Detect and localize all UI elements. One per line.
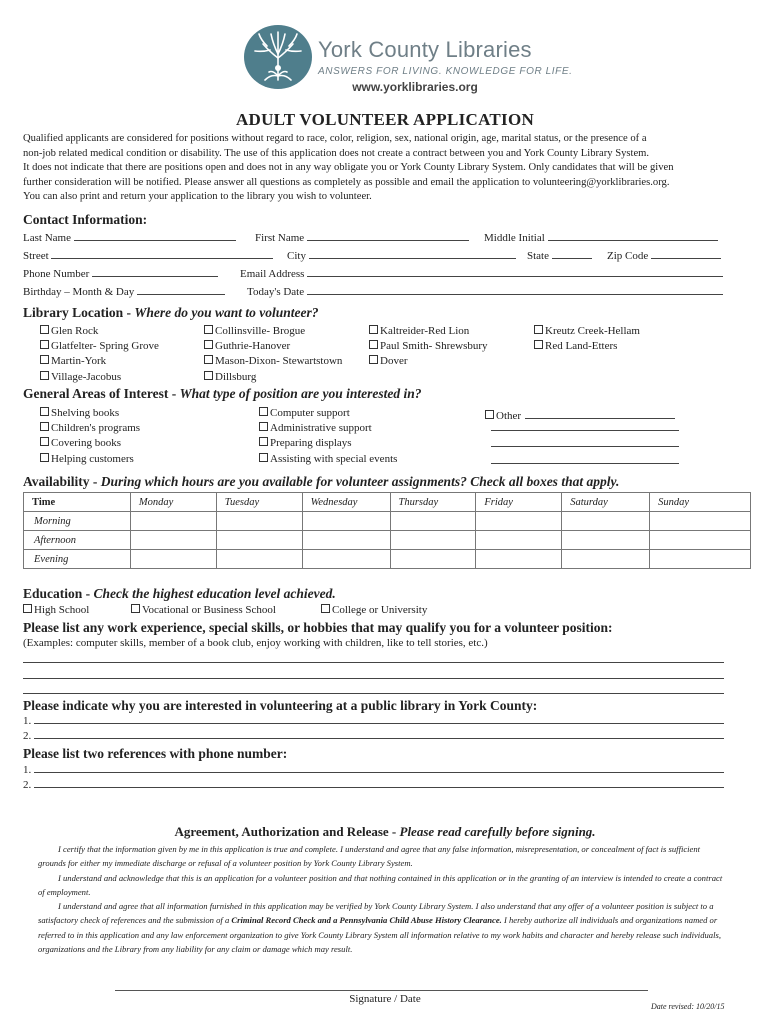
- time-header: Time: [24, 493, 131, 512]
- time-label: Evening: [24, 550, 131, 569]
- interest-heading-label: General Areas of Interest -: [23, 386, 180, 401]
- location-checkbox[interactable]: Collinsville- Brogue: [204, 324, 342, 339]
- zip-label: Zip Code: [607, 250, 649, 262]
- tagline: ANSWERS FOR LIVING. KNOWLEDGE FOR LIFE.: [318, 66, 573, 77]
- org-name: York County Libraries: [318, 37, 532, 62]
- availability-cell[interactable]: [476, 550, 562, 569]
- interest-heading: [23, 386, 421, 402]
- table-row: [24, 550, 751, 569]
- location-checkbox[interactable]: Martin-York: [40, 354, 159, 369]
- today-row: [247, 286, 723, 298]
- interest-checkbox[interactable]: Computer support: [259, 406, 397, 421]
- birthday-row: [23, 286, 225, 298]
- why-row-1: [23, 715, 724, 727]
- availability-cell[interactable]: [130, 512, 216, 531]
- intro-line: Qualified applicants are considered for positions without regard to race, color, religion, sex, national origin, age, marital status, or the presence of a: [23, 133, 647, 144]
- reference-field[interactable]: [34, 772, 724, 773]
- birthday-field[interactable]: [137, 294, 225, 295]
- availability-cell[interactable]: [562, 512, 650, 531]
- city-field[interactable]: [309, 258, 516, 259]
- table-header-row: [24, 493, 751, 512]
- middle-initial-row: [484, 232, 718, 244]
- day-header: Thursday: [390, 493, 476, 512]
- middle-initial-field[interactable]: [548, 240, 718, 241]
- availability-cell[interactable]: [216, 550, 302, 569]
- signature-line[interactable]: [115, 990, 648, 991]
- location-col-3: [369, 324, 488, 370]
- first-name-label: First Name: [255, 232, 305, 244]
- why-row-2: [23, 730, 724, 742]
- availability-cell[interactable]: [476, 512, 562, 531]
- interest-col-1: [40, 406, 140, 467]
- signature-label: Signature / Date: [349, 993, 421, 1005]
- state-label: State: [527, 250, 549, 262]
- time-label: Afternoon: [24, 531, 131, 550]
- intro-text: [23, 132, 753, 205]
- education-heading-label: Education -: [23, 586, 94, 601]
- reference-field[interactable]: [34, 787, 724, 788]
- availability-cell[interactable]: [650, 512, 751, 531]
- middle-initial-label: Middle Initial: [484, 232, 545, 244]
- location-checkbox[interactable]: Paul Smith- Shrewsbury: [369, 339, 488, 354]
- availability-cell[interactable]: [650, 550, 751, 569]
- availability-cell[interactable]: [302, 550, 390, 569]
- experience-heading: Please list any work experience, special skills, or hobbies that may qualify you for a volunteer position:: [23, 620, 613, 635]
- location-question: Where do you want to volunteer?: [134, 305, 319, 320]
- availability-cell[interactable]: [390, 512, 476, 531]
- first-name-row: [255, 232, 469, 244]
- availability-cell[interactable]: [476, 531, 562, 550]
- intro-line: You can also print and return your application to the library you wish to volunteer.: [23, 191, 372, 203]
- day-header: Friday: [476, 493, 562, 512]
- interest-checkbox[interactable]: Children's programs: [40, 421, 140, 436]
- agreement-heading-label: Agreement, Authorization and Release -: [174, 824, 400, 839]
- agreement-paragraph: [38, 899, 728, 956]
- interest-checkbox[interactable]: Covering books: [40, 436, 140, 451]
- first-name-field[interactable]: [307, 240, 469, 241]
- location-checkbox[interactable]: Kaltreider-Red Lion: [369, 324, 488, 339]
- availability-heading: [23, 474, 619, 490]
- table-row: [24, 531, 751, 550]
- experience-line[interactable]: [23, 666, 724, 679]
- interest-checkbox[interactable]: Helping customers: [40, 452, 140, 467]
- reference-row-2: [23, 779, 724, 791]
- experience-line[interactable]: [23, 681, 724, 694]
- availability-cell[interactable]: [650, 531, 751, 550]
- why-number: 1.: [23, 715, 32, 727]
- why-number: 2.: [23, 730, 32, 742]
- day-header: Monday: [130, 493, 216, 512]
- experience-examples: (Examples: computer skills, member of a book club, enjoy working with children, like to tell stories, etc.): [23, 637, 488, 649]
- interest-checkbox[interactable]: Shelving books: [40, 406, 140, 421]
- agreement-paragraph: I understand and acknowledge that this is an application for a volunteer position and that nothing contained in this application or in the granting of an interview is intended to create a contract of employment.: [38, 872, 723, 897]
- education-checkbox[interactable]: High School: [23, 604, 89, 616]
- phone-row: [23, 268, 218, 280]
- agreement-text-part: I understand and agree that all information furnished in this application may be verified by York County Library System. I also understand that any offer of a volunteer position is subject to a satisfactory check of references and the submission of a: [38, 901, 714, 926]
- intro-line: non-job related medical condition or disability. The use of this application does not create a contract between you and York County Library System.: [23, 147, 650, 159]
- location-heading-label: Library Location -: [23, 305, 135, 320]
- location-checkbox[interactable]: Dillsburg: [204, 370, 342, 385]
- intro-line: further consideration will be notified. Please answer all questions as completely as possible and email the application to volunteering@yorklibraries.org.: [23, 176, 670, 188]
- day-header: Tuesday: [216, 493, 302, 512]
- state-field[interactable]: [552, 258, 592, 259]
- availability-cell[interactable]: [562, 550, 650, 569]
- availability-cell[interactable]: [130, 531, 216, 550]
- why-field[interactable]: [34, 738, 724, 739]
- reference-row-1: [23, 764, 724, 776]
- page-title: ADULT VOLUNTEER APPLICATION: [235, 110, 535, 129]
- interest-other-line[interactable]: [491, 434, 679, 447]
- why-heading: Please indicate why you are interested in volunteering at a public library in York County:: [23, 698, 538, 713]
- availability-table: [23, 492, 751, 569]
- location-checkbox[interactable]: Guthrie-Hanover: [204, 339, 342, 354]
- location-checkbox[interactable]: Red Land-Etters: [534, 339, 640, 354]
- location-col-2: [204, 324, 342, 385]
- city-row: [287, 250, 516, 262]
- reference-number: 2.: [23, 779, 32, 791]
- location-checkbox[interactable]: Mason-Dixon- Stewartstown: [204, 354, 342, 369]
- zip-field[interactable]: [651, 258, 721, 259]
- availability-cell[interactable]: [216, 531, 302, 550]
- agreement-text-part: I hereby authorize all individuals and organizations named or referred to in this application and any law enforcement organization to give York County Library System all information relative to my work habits and character and hereby release such individuals, organizations and the Library from any liability for any claim or damage which may result.: [38, 915, 721, 955]
- interest-col-2: [259, 406, 397, 467]
- street-row: [23, 250, 273, 262]
- reference-number: 1.: [23, 764, 32, 776]
- interest-checkbox[interactable]: Preparing displays: [259, 436, 397, 451]
- location-checkbox[interactable]: Village-Jacobus: [40, 370, 159, 385]
- street-field[interactable]: [51, 258, 273, 259]
- email-label: Email Address: [240, 268, 305, 280]
- birthday-label: Birthday – Month & Day: [23, 286, 135, 298]
- location-checkbox[interactable]: Kreutz Creek-Hellam: [534, 324, 640, 339]
- day-header: Wednesday: [302, 493, 390, 512]
- education-heading: [23, 586, 336, 602]
- interest-question: What type of position are you interested in?: [179, 386, 422, 401]
- interest-checkbox[interactable]: Administrative support: [259, 421, 397, 436]
- availability-cell[interactable]: [390, 531, 476, 550]
- email-field[interactable]: [307, 276, 723, 277]
- agreement-text: [38, 842, 728, 956]
- availability-cell[interactable]: [302, 512, 390, 531]
- phone-label: Phone Number: [23, 268, 90, 280]
- interest-other-line[interactable]: [491, 418, 679, 431]
- availability-cell[interactable]: [216, 512, 302, 531]
- agreement-paragraph: I certify that the information given by me in this application is true and complete. I understand and agree that any false information, misrepresentation, or concealment of fact is sufficient grounds for either my immediate discharge or refusal of a volunteer position by York County Library System.: [38, 844, 701, 869]
- location-col-4: [534, 324, 640, 354]
- today-label: Today's Date: [247, 286, 305, 298]
- references-heading: Please list two references with phone number:: [23, 746, 288, 761]
- interest-checkbox[interactable]: Assisting with special events: [259, 452, 397, 467]
- last-name-row: [23, 232, 236, 244]
- location-heading: [23, 305, 319, 321]
- location-col-1: [40, 324, 159, 385]
- availability-heading-label: Availability -: [23, 474, 101, 489]
- interest-other-checkbox[interactable]: Other: [485, 410, 521, 422]
- table-row: [24, 512, 751, 531]
- clearance-requirement: Criminal Record Check and a Pennsylvania Child Abuse History Clearance.: [231, 915, 502, 926]
- availability-cell[interactable]: [130, 550, 216, 569]
- street-label: Street: [23, 250, 49, 262]
- intro-line: It does not indicate that there are positions open and does not in any way obligate you or York County Library System. Only candidates that will be given: [23, 162, 674, 174]
- why-field[interactable]: [34, 723, 724, 724]
- experience-line[interactable]: [23, 650, 724, 663]
- zip-row: [607, 250, 721, 262]
- location-checkbox[interactable]: Dover: [369, 354, 488, 369]
- state-row: [527, 250, 592, 262]
- day-header: Saturday: [562, 493, 650, 512]
- today-field[interactable]: [307, 294, 723, 295]
- last-name-field[interactable]: [74, 240, 236, 241]
- education-checkbox[interactable]: Vocational or Business School: [131, 604, 276, 616]
- education-checkbox[interactable]: College or University: [321, 604, 427, 616]
- website-link[interactable]: www.yorklibraries.org: [352, 80, 478, 94]
- city-label: City: [287, 250, 306, 262]
- agreement-heading-emph: Please read carefully before signing.: [399, 824, 596, 839]
- location-checkbox[interactable]: Glatfelter- Spring Grove: [40, 339, 159, 354]
- day-header: Sunday: [650, 493, 751, 512]
- email-row: [240, 268, 723, 280]
- availability-cell[interactable]: [302, 531, 390, 550]
- education-question: Check the highest education level achieved.: [93, 586, 336, 601]
- phone-field[interactable]: [92, 276, 218, 277]
- time-label: Morning: [24, 512, 131, 531]
- agreement-heading: [0, 824, 770, 840]
- availability-question: During which hours are you available for volunteer assignments? Check all boxes that apply.: [100, 474, 620, 489]
- interest-other-line[interactable]: [491, 451, 679, 464]
- availability-cell[interactable]: [562, 531, 650, 550]
- location-checkbox[interactable]: Glen Rock: [40, 324, 159, 339]
- last-name-label: Last Name: [23, 232, 71, 244]
- date-revised: Date revised: 10/20/15: [651, 1002, 725, 1011]
- contact-heading: Contact Information:: [23, 212, 148, 227]
- availability-cell[interactable]: [390, 550, 476, 569]
